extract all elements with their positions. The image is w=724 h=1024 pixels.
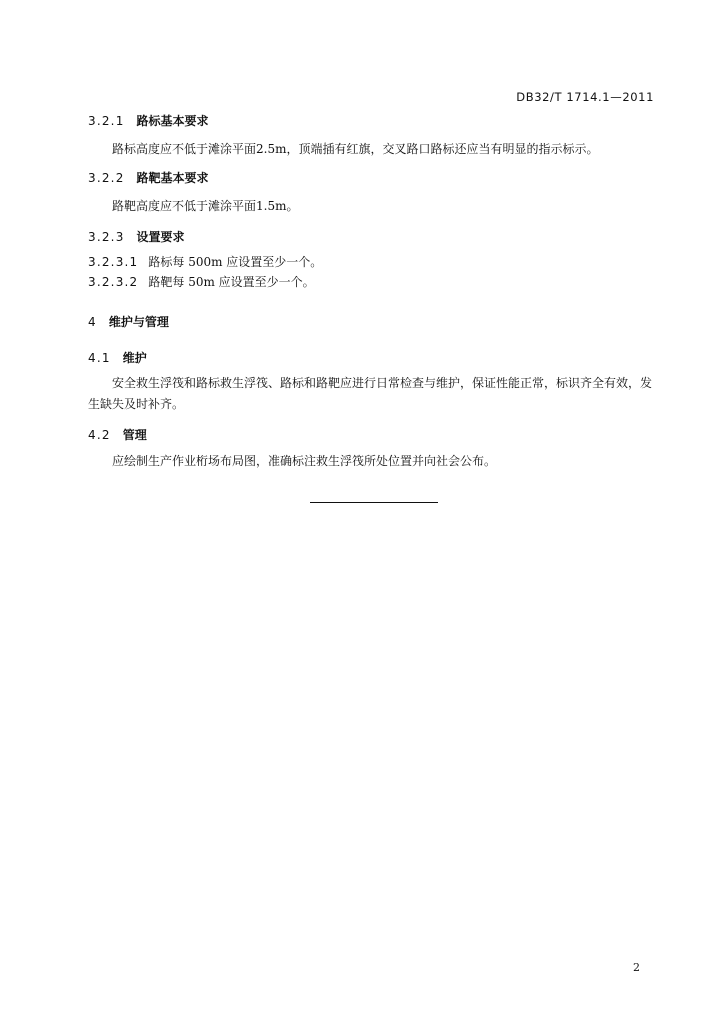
paragraph-3-2-1: 路标高度应不低于滩涂平面2.5m，顶端插有红旗，交叉路口路标还应当有明显的指示标示。	[112, 142, 599, 156]
heading-3-2-3	[88, 228, 185, 245]
heading-3-2-1	[88, 112, 209, 129]
heading-title: 路靶基本要求	[136, 171, 209, 185]
heading-title: 维护与管理	[108, 315, 169, 329]
clause-number: 3.2.3.2	[88, 275, 139, 289]
heading-title: 路标基本要求	[136, 114, 209, 128]
paragraph-4-1: 安全救生浮筏和路标救生浮筏、路标和路靶应进行日常检查与维护，保证性能正常，标识齐全有效，发生缺失及时补齐。	[88, 376, 653, 411]
heading-title: 设置要求	[136, 230, 185, 244]
heading-number: 4.2	[88, 428, 111, 442]
heading-number: 3.2.1	[88, 114, 125, 128]
heading-number: 3.2.3	[88, 230, 125, 244]
heading-4-1	[88, 349, 147, 366]
clause-3-2-3-2	[88, 273, 315, 290]
heading-4	[88, 313, 169, 330]
standard-code-header: DB32/T 1714.1—2011	[516, 90, 654, 104]
clause-3-2-3-1	[88, 253, 322, 270]
heading-number: 4.1	[88, 351, 111, 365]
heading-number: 3.2.2	[88, 171, 125, 185]
end-of-document-rule	[310, 502, 438, 503]
clause-text: 路靶每 50m 应设置至少一个。	[148, 275, 315, 289]
clause-text: 路标每 500m 应设置至少一个。	[148, 255, 323, 269]
page-number: 2	[633, 961, 640, 974]
paragraph-3-2-2: 路靶高度应不低于滩涂平面1.5m。	[112, 199, 299, 213]
clause-number: 3.2.3.1	[88, 255, 139, 269]
heading-title: 维护	[122, 351, 147, 365]
heading-number: 4	[88, 315, 97, 329]
heading-title: 管理	[122, 428, 147, 442]
paragraph-4-2: 应绘制生产作业桁场布局图，准确标注救生浮筏所处位置并向社会公布。	[112, 454, 497, 468]
heading-3-2-2	[88, 169, 209, 186]
heading-4-2	[88, 426, 147, 443]
